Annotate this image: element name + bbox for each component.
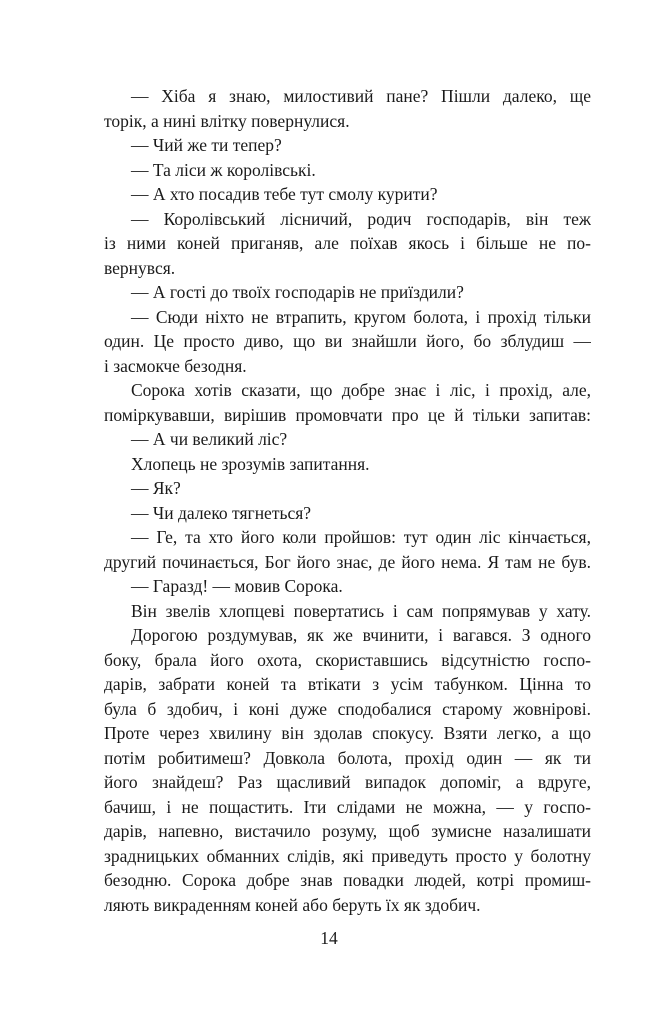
text-line: — А гості до твоїх господарів не приїздили? (131, 282, 464, 302)
text-line: Сорока хотів сказати, що добре знає і ліс, і прохід, але, (131, 380, 591, 400)
text-line: дарів, забрати коней та втікати з усім табунком. Цінна то (104, 674, 591, 694)
page-number: 14 (320, 928, 338, 948)
text-line: поміркувавши, вирішив промовчати про це й тільки запитав: (104, 404, 591, 425)
text-line: — Королівський лісничий, родич господарів, він теж (131, 208, 591, 229)
text-line: була б здобич, і коні дуже сподобалися старому жовнірові. (104, 698, 591, 719)
text-line: — А чи великий ліс? (131, 429, 288, 449)
text-line: другий починається, Бог його знає, де його нема. Я там не був. (104, 551, 591, 572)
body-text (104, 84, 591, 917)
text-line: із ними коней приганяв, але поїхав якось і більше не по- (104, 233, 591, 253)
text-line: — Ге, та хто його коли пройшов: тут один ліс кінчається, (131, 527, 591, 547)
text-line: його знайдеш? Раз щасливий випадок допоміг, а вдруге, (104, 772, 591, 792)
text-line: — Та ліси ж королівські. (131, 159, 316, 180)
text-line: — А хто посадив тебе тут смолу курити? (131, 184, 438, 204)
text-line: один. Це просто диво, що ви знайшли його, бо зблудиш — (104, 331, 591, 351)
text-line: боку, брала його охота, скориставшись відсутністю госпо- (104, 649, 591, 670)
text-line: — Хіба я знаю, милостивий пане? Пішли далеко, ще (131, 86, 591, 106)
text-line: ляють викраденням коней або беруть їх як здобич. (104, 894, 481, 915)
text-line: — Як? (131, 478, 181, 498)
text-line: потім робитимеш? Довкола болота, прохід один — як ти (104, 747, 591, 768)
text-line: дарів, напевно, вистачило розуму, щоб зумисне назалишати (104, 821, 591, 841)
text-line: вернувся. (104, 257, 176, 278)
text-line: Дорогою роздумував, як же вчинити, і вагався. З одного (131, 625, 591, 645)
text-line: — Чий же ти тепер? (131, 135, 282, 155)
text-line: — Гаразд! — мовив Сорока. (131, 576, 343, 596)
text-line: і засмокче безодня. (104, 355, 247, 376)
text-line: Він звелів хлопцеві повертатись і сам попрямував у хату. (131, 600, 591, 621)
text-line: зрадницьких обманних слідів, які приведуть просто у болотну (104, 845, 591, 866)
text-line: — Чи далеко тягнеться? (131, 502, 312, 523)
text-line: безодню. Сорока добре знав повадки людей, котрі промиш- (104, 870, 591, 890)
text-line: бачиш, і не пощастить. Іти слідами не можна, — у госпо- (104, 796, 591, 817)
text-line: — Сюди ніхто не втрапить, кругом болота, і прохід тільки (131, 306, 591, 327)
text-line: Проте через хвилину він здолав спокусу. Взяти легко, а що (104, 723, 591, 743)
text-line: торік, а нині влітку повернулися. (104, 110, 350, 131)
text-line: Хлопець не зрозумів запитання. (131, 453, 370, 474)
